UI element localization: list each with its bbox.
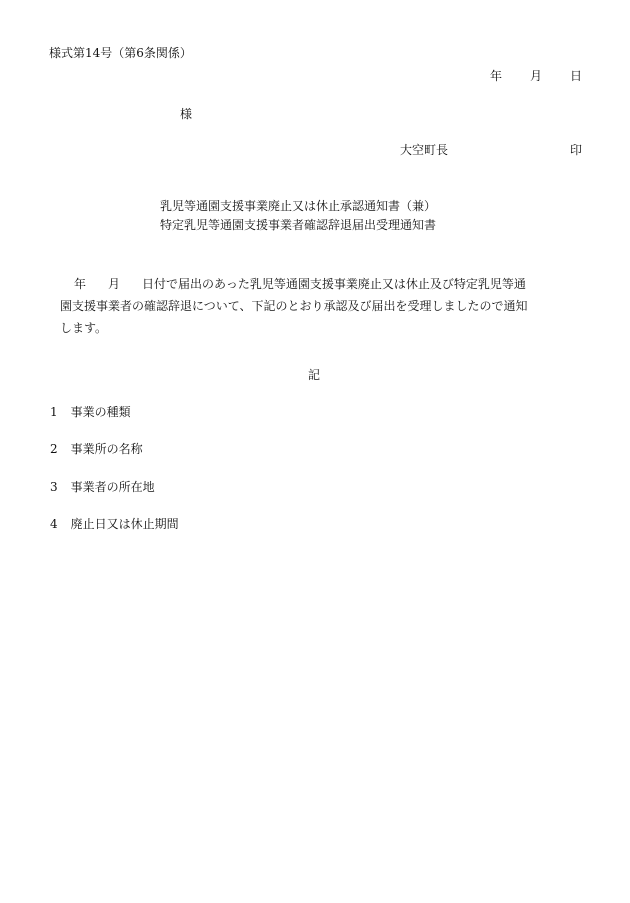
list-item xyxy=(50,443,143,455)
item-label: 事業の種類 xyxy=(70,405,131,419)
addressee-suffix: 様 xyxy=(180,107,193,121)
list-item xyxy=(50,406,131,418)
body-line-1 xyxy=(60,273,586,295)
item-number: 1 xyxy=(50,405,58,419)
item-label: 事業所の名称 xyxy=(70,442,143,456)
list-item xyxy=(50,518,179,530)
body-line-1-text: 日付で届出のあった乳児等通園支援事業廃止又は休止及び特定乳児等通 xyxy=(142,277,526,291)
date-month: 月 xyxy=(529,69,542,83)
body-month: 月 xyxy=(108,277,121,291)
item-label: 事業者の所在地 xyxy=(70,480,155,494)
issuer-name: 大空町長 xyxy=(400,143,449,157)
body-line-2: 園支援事業者の確認辞退について、下記のとおり承認及び届出を受理しましたので通知 xyxy=(60,299,528,313)
seal-mark: 印 xyxy=(570,143,583,157)
date-day: 日 xyxy=(569,69,582,83)
body-year: 年 xyxy=(74,277,87,291)
date-line xyxy=(490,70,582,82)
document-title-line-1: 乳児等通園支援事業廃止又は休止承認通知書（兼） xyxy=(160,199,437,213)
date-year: 年 xyxy=(490,69,503,83)
ki-heading: 記 xyxy=(308,368,321,382)
item-number: 3 xyxy=(50,480,58,494)
form-number: 様式第14号（第6条関係） xyxy=(49,46,192,60)
body-line-3: します。 xyxy=(60,321,108,335)
body-paragraph xyxy=(60,273,586,339)
item-number: 4 xyxy=(50,517,58,531)
item-number: 2 xyxy=(50,442,58,456)
item-label: 廃止日又は休止期間 xyxy=(70,517,179,531)
document-title-line-2: 特定乳児等通園支援事業者確認辞退届出受理通知書 xyxy=(160,218,437,232)
list-item xyxy=(50,481,155,493)
